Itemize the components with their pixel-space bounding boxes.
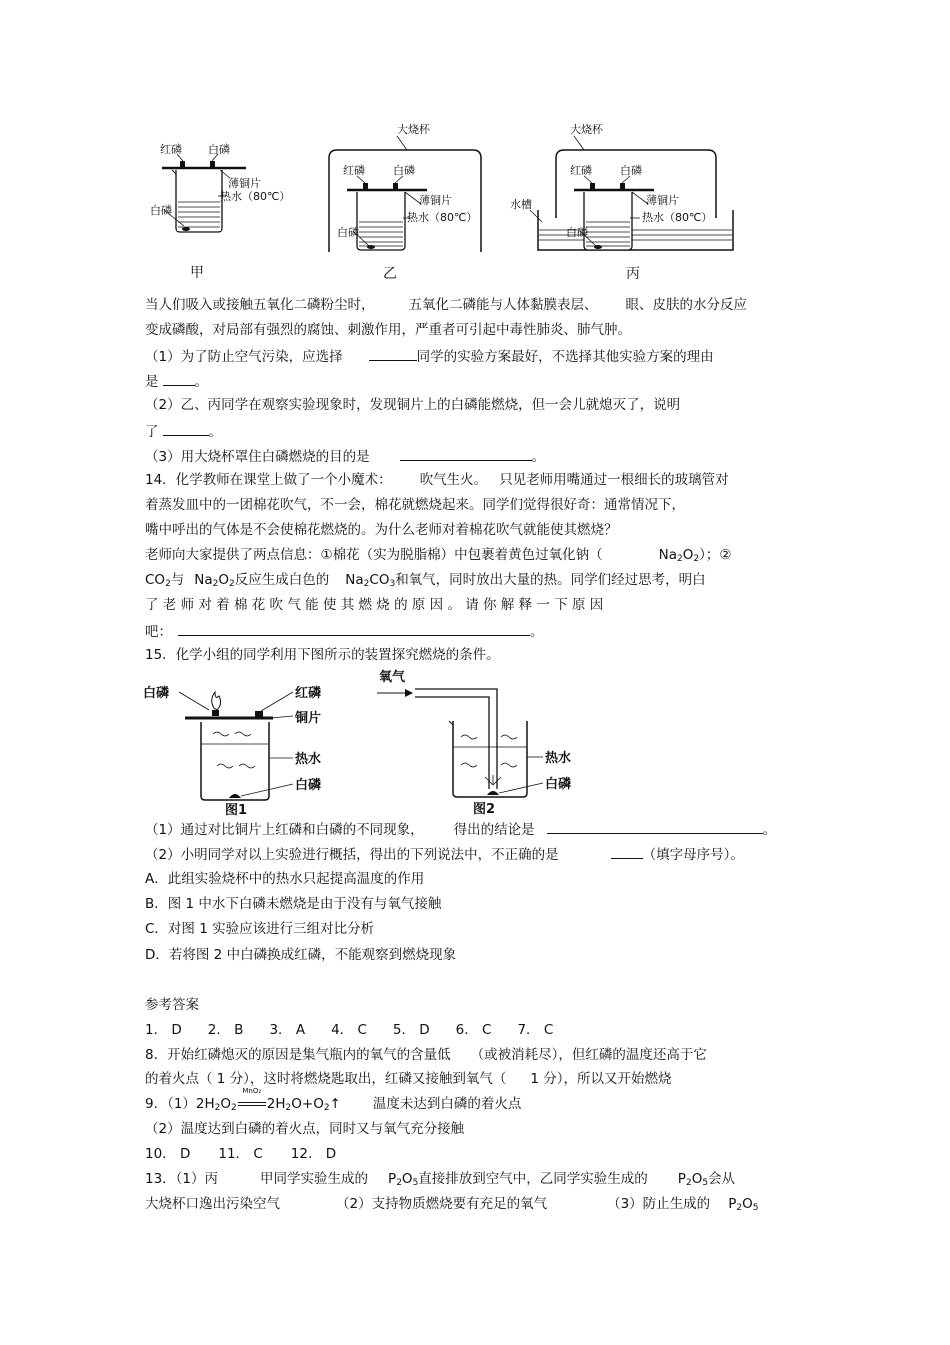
intro-line-1: 当人们吸入或接触五氧化二磷粉尘时， 五氧化二磷能与人体黏膜表层、 眼、皮肤的水分反应 — [145, 297, 747, 313]
label-copper: 薄铜片 — [646, 194, 679, 207]
label-white-phosphorus-bottom: 白磷 — [545, 777, 572, 792]
answer-8-line-1: 8．开始红磷熄灭的原因是集气瓶内的氧气的含量低 （或被消耗尽），但红磷的温度还高于它 — [145, 1047, 707, 1063]
q14-line-1: 14．化学教师在课堂上做了一个小魔术： 吹气生火。 只见老师用嘴通过一根细长的玻璃管对 — [145, 472, 729, 488]
label-big-beaker: 大烧杯 — [397, 123, 430, 136]
label-hot-water: 热水 — [295, 752, 322, 767]
label-copper: 铜片 — [295, 711, 322, 726]
figure-bing — [508, 118, 743, 286]
intro-line-2: 变成磷酸，对局部有强烈的腐蚀、刺激作用，严重者可引起中毒性肺炎、肺气肿。 — [145, 322, 631, 338]
answer-blank[interactable] — [369, 346, 417, 361]
q14-line-5: $CO_2$与 $Na_2O_2$反应生成白色的 $Na_2CO_3$和氧气，同时放出大量的热。同学们经过思考，明白 — [145, 572, 706, 589]
label-white-phosphorus: 白磷 — [208, 143, 230, 156]
q13-part3: （3）用大烧杯罩住白磷燃烧的目的是 。 — [145, 446, 545, 466]
answer-blank[interactable] — [178, 621, 530, 636]
q13-part1-line2: 是 。 — [145, 371, 208, 391]
q13-part2-line1: （2）乙、丙同学在观察实验现象时，发现铜片上的白磷能燃烧，但一会儿就熄灭了，说明 — [145, 397, 681, 413]
label-copper: 薄铜片 — [228, 177, 261, 190]
figure-jia — [150, 140, 300, 285]
answer-8-line-2: 的着火点（ 1 分），这时将燃烧匙取出，红磷又接触到氧气（ 1 分），所以又开始燃烧 — [145, 1071, 672, 1087]
label-red-phosphorus: 红磷 — [295, 686, 322, 701]
q14-line-2: 着蒸发皿中的一团棉花吹气，不一会，棉花就燃烧起来。同学们觉得很好奇：通常情况下， — [145, 497, 685, 513]
q15-title: 15．化学小组的同学利用下图所示的装置探究燃烧的条件。 — [145, 647, 500, 663]
answer-blank[interactable] — [163, 371, 195, 386]
label-white-phosphorus-bottom: 白磷 — [566, 226, 588, 239]
q15-option-d: D．若将图 2 中白磷换成红磷，不能观察到燃烧现象 — [145, 947, 457, 963]
answer-13-line-1: 13．（1）丙 甲同学实验生成的 $P_2O_5$直接排放到空气中，乙同学实验生成的 $P_2O_5$会从 — [145, 1171, 736, 1188]
label-white-phosphorus-bottom: 白磷 — [337, 226, 359, 239]
answer-13-line-2: 大烧杯口逸出污染空气 （2）支持物质燃烧要有充足的氧气 （3）防止生成的 $P_2O_5$ — [145, 1196, 759, 1213]
answer-blank[interactable] — [611, 844, 643, 859]
answer-blank[interactable] — [547, 819, 763, 834]
label-water-trough: 水槽 — [510, 198, 532, 211]
label-red-phosphorus: 红磷 — [160, 143, 182, 156]
q14-line-4: 老师向大家提供了两点信息：①棉花（实为脱脂棉）中包裹着黄色过氧化钠（ $Na_2O_2$）；② — [145, 547, 732, 564]
label-white-phosphorus-bottom: 白磷 — [150, 204, 172, 217]
label-hot-water: 热水（80℃） — [220, 190, 291, 203]
q15-option-b: B．图 1 中水下白磷未燃烧是由于没有与氧气接触 — [145, 896, 442, 912]
answer-blank[interactable] — [163, 421, 209, 436]
label-oxygen: 氧气 — [379, 670, 406, 685]
q14-line-3: 嘴中呼出的气体是不会使棉花燃烧的。为什么老师对着棉花吹气就能使其燃烧？ — [145, 522, 618, 538]
answer-9-line-1: 9．$(1)2H_2O_2$ MnO₂ $2H_2O+O_2↑$ 温度未达到白磷的着火点 — [145, 1087, 522, 1113]
figure-q15-1 — [143, 672, 343, 817]
caption-bing: 丙 — [626, 266, 640, 282]
q14-line-7: 吧： 。 — [145, 621, 544, 641]
q15-part1: （1）通过对比铜片上红磷和白磷的不同现象， 得出的结论是 。 — [145, 819, 776, 839]
q15-option-a: A．此组实验烧杯中的热水只起提高温度的作用 — [145, 871, 425, 887]
label-hot-water: 热水（80℃） — [407, 211, 478, 224]
answer-9-line-2: （2）温度达到白磷的着火点，同时又与氧气充分接触 — [145, 1121, 465, 1137]
figure-yi — [325, 118, 485, 286]
q13-part2-line2: 了 。 — [145, 421, 222, 441]
answers-row-10-12: 10． D 11． C 12． D — [145, 1146, 337, 1162]
label-white-phosphorus: 白磷 — [143, 686, 170, 701]
caption-jia: 甲 — [190, 265, 204, 281]
caption-figure-1: 图1 — [225, 803, 248, 818]
label-red-phosphorus: 红磷 — [343, 164, 365, 177]
label-hot-water: 热水（80℃） — [642, 211, 713, 224]
label-hot-water: 热水 — [545, 751, 572, 766]
label-white-phosphorus: 白磷 — [393, 164, 415, 177]
catalyst-arrow: MnO₂ — [237, 1095, 267, 1113]
label-copper: 薄铜片 — [419, 194, 452, 207]
answers-row-1-7: 1． D 2． B 3． A 4． C 5． D 6． C 7． C — [145, 1022, 554, 1038]
q13-part1-line1: （1）为了防止空气污染，应选择 同学的实验方案最好，不选择其他实验方案的理由 — [145, 346, 714, 366]
label-white-phosphorus: 白磷 — [620, 164, 642, 177]
q15-option-c: C．对图 1 实验应该进行三组对比分析 — [145, 921, 375, 937]
caption-yi: 乙 — [383, 266, 397, 282]
label-big-beaker: 大烧杯 — [570, 123, 603, 136]
label-white-phosphorus-bottom: 白磷 — [295, 778, 322, 793]
q14-line-6: 了 老 师 对 着 棉 花 吹 气 能 使 其 燃 烧 的 原 因 。 请 你 解 释 一 下 原 因 — [145, 597, 604, 613]
label-red-phosphorus: 红磷 — [570, 164, 592, 177]
answers-title: 参考答案 — [145, 997, 199, 1013]
answer-blank[interactable] — [400, 446, 532, 461]
figure-q15-2 — [375, 665, 585, 815]
caption-figure-2: 图2 — [473, 802, 496, 817]
q15-part2: （2）小明同学对以上实验进行概括，得出的下列说法中，不正确的是 （填字母序号）。 — [145, 844, 744, 864]
